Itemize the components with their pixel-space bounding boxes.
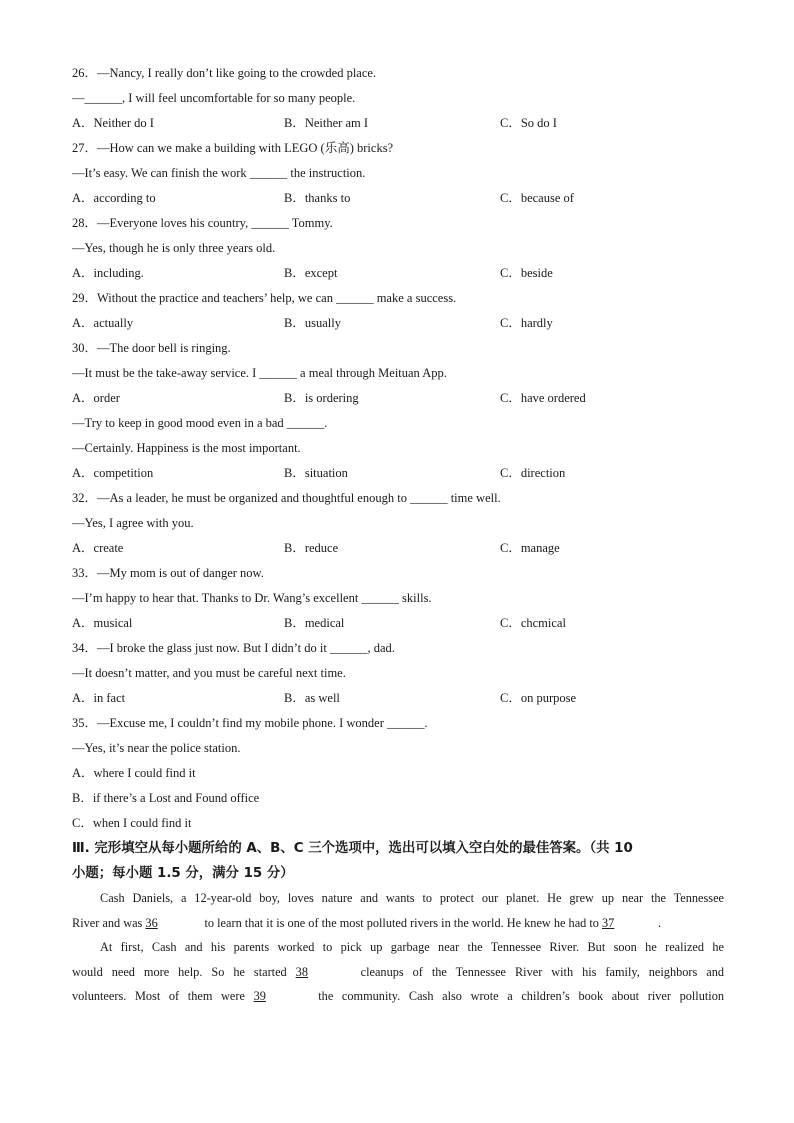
question-35 — [72, 711, 724, 836]
option-a[interactable]: A．competition — [72, 466, 154, 480]
option-row — [72, 261, 724, 286]
option-c[interactable]: C．beside — [500, 266, 553, 280]
question-stem: —Try to keep in good mood even in a bad ______. — [72, 416, 328, 430]
option-c[interactable]: C．direction — [500, 466, 566, 480]
option-b[interactable]: B．is ordering — [284, 391, 359, 405]
exam-page — [72, 61, 724, 1009]
question-stem: 34．—I broke the glass just now. But I didn’t do it ______, dad. — [72, 641, 395, 655]
option-c[interactable]: C．chcmical — [500, 616, 566, 630]
option-c[interactable]: C．when I could find it — [72, 816, 192, 830]
paragraph — [72, 935, 724, 1009]
option-row — [72, 111, 724, 136]
question-stem: 26．—Nancy, I really don’t like going to the crowded place. — [72, 66, 377, 80]
cloze-passage — [72, 886, 724, 1009]
option-row — [72, 186, 724, 211]
question-29 — [72, 286, 724, 336]
option-c[interactable]: C．manage — [500, 541, 560, 555]
passage-text: cleanups of the Tennessee River with his family, neighbors and — [351, 964, 724, 979]
option-a[interactable]: A．in fact — [72, 691, 126, 705]
question-31 — [72, 411, 724, 486]
question-30 — [72, 336, 724, 411]
question-33 — [72, 561, 724, 636]
option-row — [72, 386, 724, 411]
question-response: —It’s easy. We can finish the work ______ the instruction. — [72, 166, 366, 180]
section-heading-line: Ⅲ. 完形填空从每小题所给的 A、B、C 三个选项中，选出可以填入空白处的最佳答案。（共 10 — [72, 841, 633, 856]
question-stem: 27．—How can we make a building with LEGO (乐高) bricks? — [72, 141, 394, 155]
option-c[interactable]: C．hardly — [500, 316, 553, 330]
question-response: —Yes, I agree with you. — [72, 516, 194, 530]
question-response: —Yes, though he is only three years old. — [72, 241, 276, 255]
option-a[interactable]: A．musical — [72, 616, 133, 630]
option-row — [72, 461, 724, 486]
question-34 — [72, 636, 724, 711]
passage-line: Cash Daniels, a 12-year-old boy, loves nature and wants to protect our planet. He grew up near the Tennessee — [100, 891, 724, 905]
question-stem: 28．—Everyone loves his country, ______ Tommy. — [72, 216, 333, 230]
section-heading — [72, 836, 724, 886]
option-a[interactable]: A．order — [72, 391, 120, 405]
passage-text: would need more help. So he started — [72, 964, 296, 979]
option-c[interactable]: C．have ordered — [500, 391, 586, 405]
option-c[interactable]: C．because of — [500, 191, 574, 205]
blank-39[interactable]: 39 — [253, 989, 266, 1004]
option-b[interactable]: B．situation — [284, 466, 348, 480]
passage-text: River and was — [72, 915, 146, 930]
option-b[interactable]: B．reduce — [284, 541, 339, 555]
option-b[interactable]: B．if there’s a Lost and Found office — [72, 791, 260, 805]
option-a[interactable]: A．create — [72, 541, 124, 555]
option-a[interactable]: A．Neither do I — [72, 116, 154, 130]
question-stem: 30．—The door bell is ringing. — [72, 341, 231, 355]
option-row — [72, 686, 724, 711]
question-response: —Certainly. Happiness is the most important. — [72, 441, 301, 455]
question-32 — [72, 486, 724, 561]
passage-line — [72, 911, 724, 936]
question-response: —It doesn’t matter, and you must be careful next time. — [72, 666, 346, 680]
question-stem: 29．Without the practice and teachers’ help, we can ______ make a success. — [72, 291, 457, 305]
question-response: —Yes, it’s near the police station. — [72, 741, 241, 755]
option-a[interactable]: A．where I could find it — [72, 766, 196, 780]
passage-line — [72, 960, 724, 985]
option-row — [72, 311, 724, 336]
passage-line: At first, Cash and his parents worked to pick up garbage near the Tennessee River. But soon he realized he — [100, 940, 724, 955]
passage-text: . — [658, 915, 662, 930]
question-response: —I’m happy to hear that. Thanks to Dr. Wang’s excellent ______ skills. — [72, 591, 432, 605]
option-b[interactable]: B．Neither am I — [284, 116, 369, 130]
question-28 — [72, 211, 724, 286]
passage-text: the community. Cash also wrote a children’s book about river pollution — [309, 989, 724, 1004]
question-27 — [72, 136, 724, 211]
question-stem: 32．—As a leader, he must be organized and thoughtful enough to ______ time well. — [72, 491, 501, 505]
option-c[interactable]: C．So do I — [500, 116, 557, 130]
blank-37[interactable]: 37 — [602, 915, 615, 930]
option-c[interactable]: C．on purpose — [500, 691, 577, 705]
section-heading-line: 小题；每小题 1.5 分，满分 15 分） — [72, 866, 294, 881]
option-a[interactable]: A．including. — [72, 266, 144, 280]
question-response: —______, I will feel uncomfortable for so many people. — [72, 91, 356, 105]
passage-line — [72, 984, 724, 1009]
option-row — [72, 611, 724, 636]
paragraph — [72, 886, 724, 935]
option-b[interactable]: B．as well — [284, 691, 340, 705]
option-row — [72, 536, 724, 561]
question-26 — [72, 61, 724, 136]
option-b[interactable]: B．thanks to — [284, 191, 351, 205]
question-stem: 33．—My mom is out of danger now. — [72, 566, 264, 580]
option-b[interactable]: B．usually — [284, 316, 341, 330]
blank-38[interactable]: 38 — [295, 964, 308, 979]
passage-text: to learn that it is one of the most polluted rivers in the world. He knew he had to — [201, 915, 603, 930]
passage-text: volunteers. Most of them were — [72, 989, 254, 1004]
question-stem: 35．—Excuse me, I couldn’t find my mobile phone. I wonder ______. — [72, 716, 428, 730]
blank-36[interactable]: 36 — [145, 915, 158, 930]
option-a[interactable]: A．actually — [72, 316, 134, 330]
option-b[interactable]: B．except — [284, 266, 338, 280]
option-b[interactable]: B．medical — [284, 616, 345, 630]
option-a[interactable]: A．according to — [72, 191, 156, 205]
question-response: —It must be the take-away service. I ______ a meal through Meituan App. — [72, 366, 447, 380]
